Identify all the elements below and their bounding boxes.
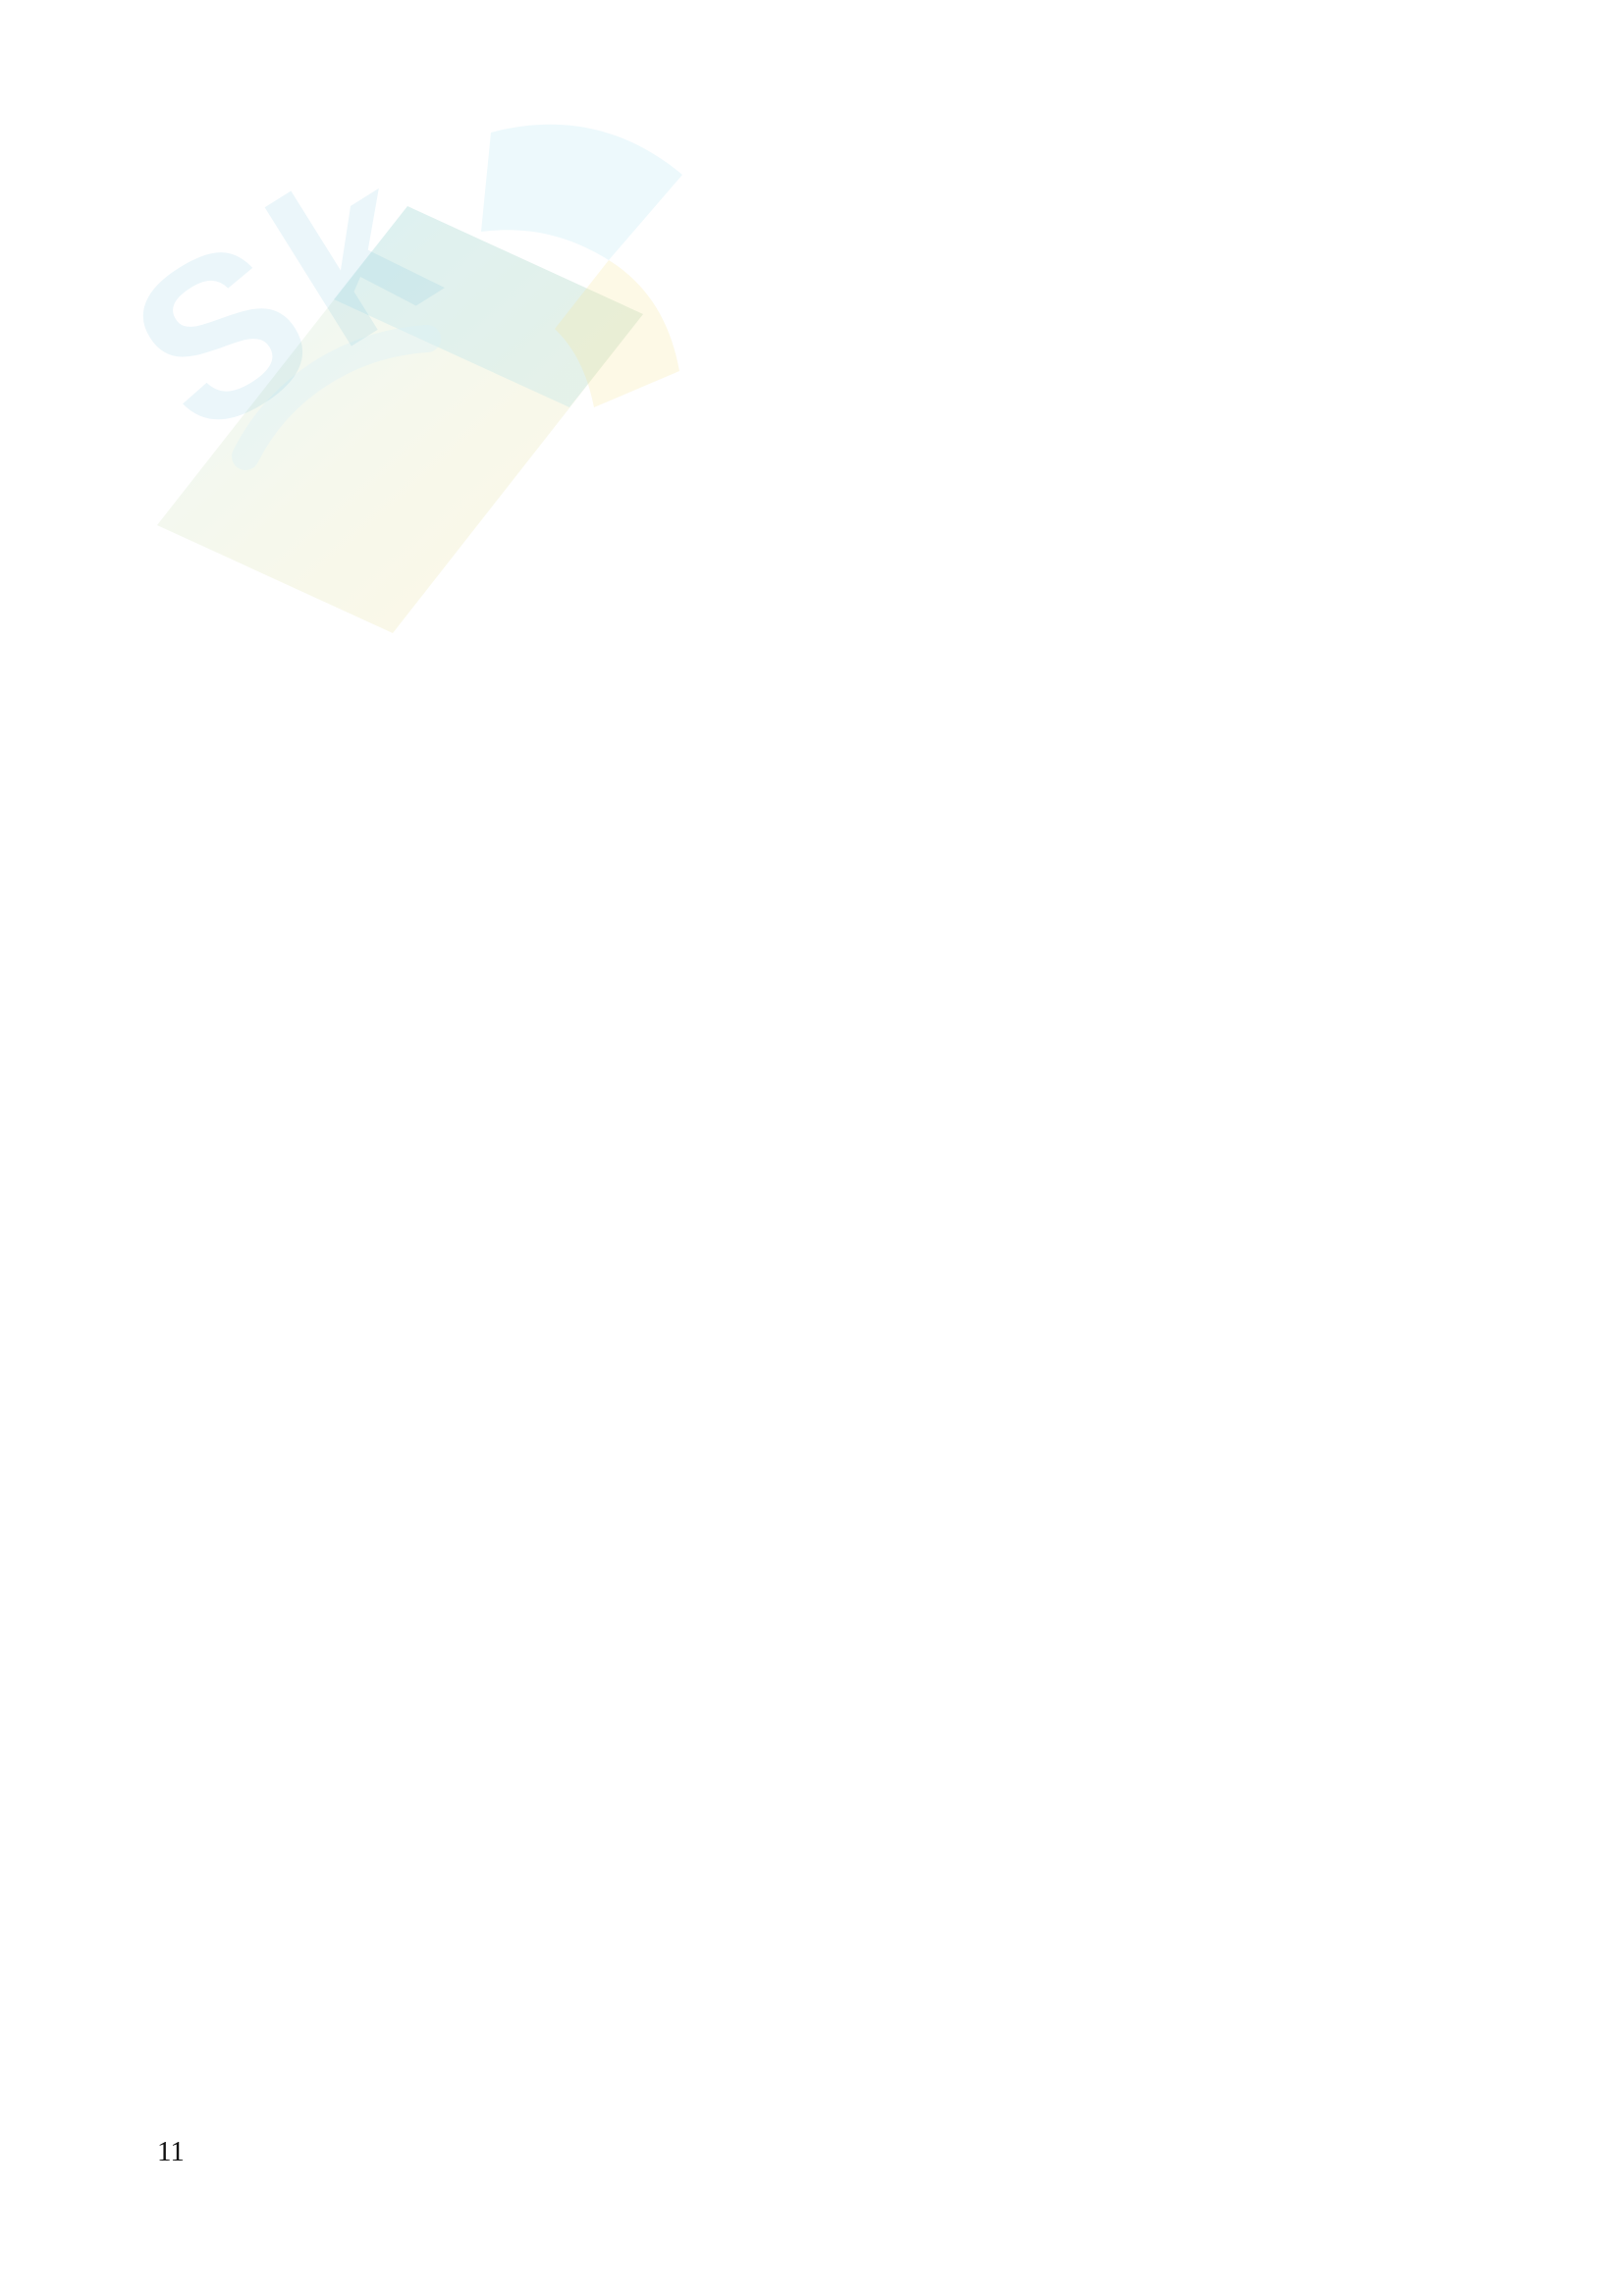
watermark: [20, 59, 727, 667]
watermark-text: Sk: [90, 107, 482, 483]
watermark-logo-icon: [20, 59, 727, 667]
page-number: 11: [157, 2136, 185, 2167]
